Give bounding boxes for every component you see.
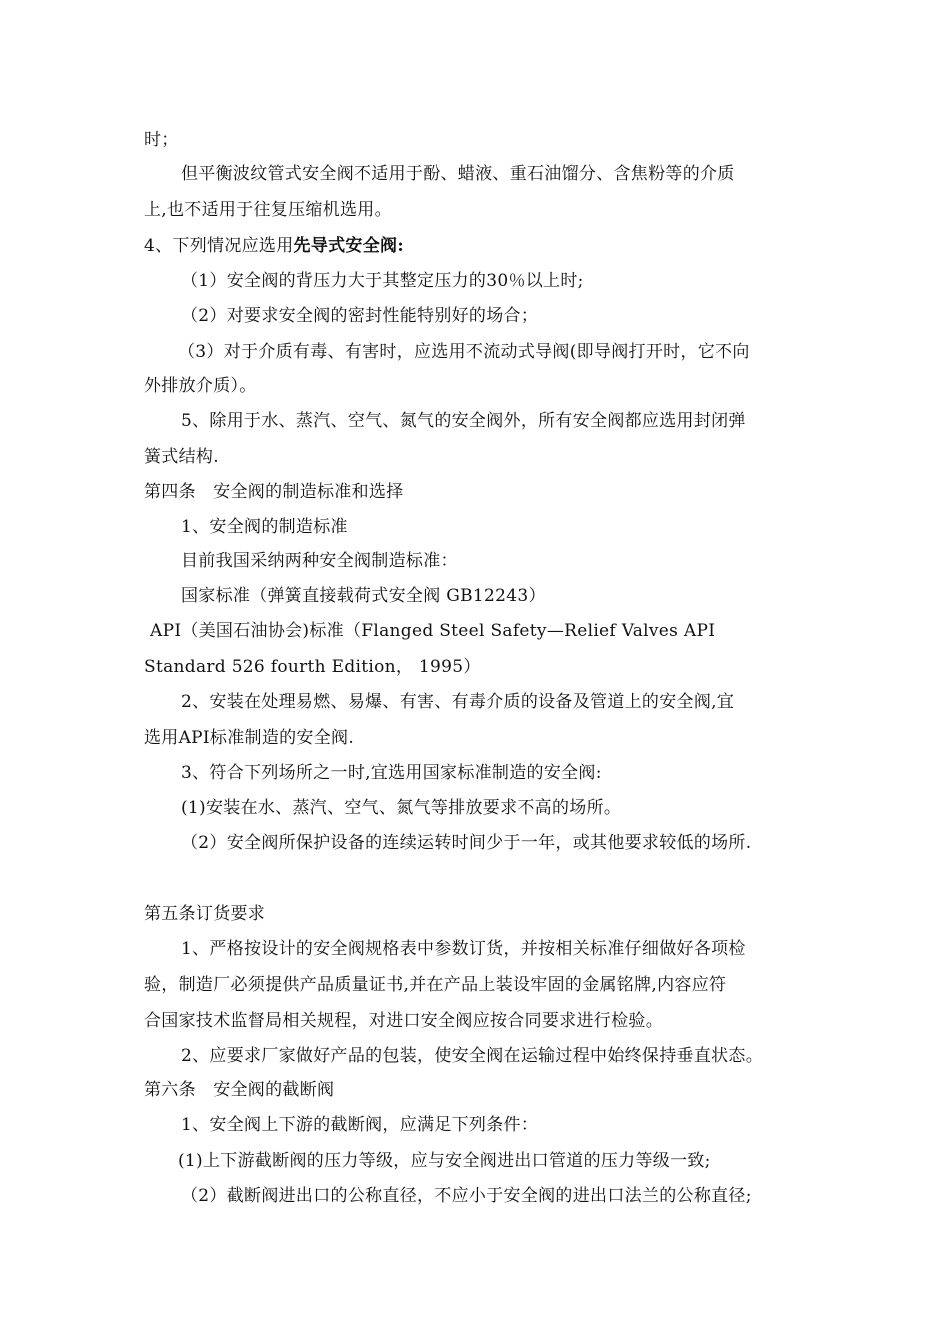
paragraph-line: (1)上下游截断阀的压力等级，应与安全阀进出口管道的压力等级一致; — [178, 1151, 711, 1171]
section-heading: 第六条 安全阀的截断阀 — [144, 1080, 335, 1100]
paragraph-line: （2）对要求安全阀的密封性能特别好的场合； — [181, 306, 539, 326]
paragraph-line: 但平衡波纹管式安全阀不适用于酚、蜡液、重石油馏分、含焦粉等的介质 — [181, 164, 735, 184]
section-item-4-text: 4、下列情况应选用 — [144, 236, 294, 256]
paragraph-line: 验，制造厂必须提供产品质量证书,并在产品上装设牢固的金属铭牌,内容应符 — [144, 975, 727, 995]
paragraph-line: 上,也不适用于往复压缩机选用。 — [144, 200, 392, 220]
paragraph-line: 3、符合下列场所之一时,宜选用国家标准制造的安全阀: — [181, 763, 602, 783]
paragraph-line: 簧式结构. — [144, 447, 219, 467]
paragraph-line: 2、安装在处理易燃、易爆、有害、有毒介质的设备及管道上的安全阀,宜 — [181, 692, 735, 712]
paragraph-line: Standard 526 fourth Edition， 1995） — [144, 657, 481, 677]
paragraph-line: 选用API标准制造的安全阀. — [144, 728, 355, 748]
section-item-4 — [144, 235, 404, 257]
paragraph-line: 外排放介质）。 — [144, 376, 257, 396]
paragraph-line: API（美国石油协会)标准（Flanged Steel Safety—Relief Valves API — [150, 621, 716, 641]
paragraph-line: 国家标准（弹簧直接载荷式安全阀 GB12243） — [181, 586, 546, 606]
paragraph-line: （1）安全阀的背压力大于其整定压力的30％以上时; — [181, 271, 584, 291]
paragraph-line: 1、安全阀的制造标准 — [181, 517, 348, 537]
paragraph-line: 合国家技术监督局相关规程，对进口安全阀应按合同要求进行检验。 — [144, 1011, 663, 1031]
paragraph-line: 2、应要求厂家做好产品的包装，使安全阀在运输过程中始终保持垂直状态。 — [181, 1046, 764, 1066]
section-item-4-bold: 先导式安全阀: — [293, 236, 404, 256]
section-heading: 第四条 安全阀的制造标准和选择 — [144, 482, 404, 502]
paragraph-line: 5、除用于水、蒸汽、空气、氮气的安全阀外，所有安全阀都应选用封闭弹 — [181, 411, 746, 431]
paragraph-line: （3）对于介质有毒、有害时，应选用不流动式导阀(即导阀打开时，它不向 — [178, 342, 750, 362]
section-heading: 第五条订货要求 — [144, 904, 266, 924]
paragraph-line: （2）截断阀进出口的公称直径，不应小于安全阀的进出口法兰的公称直径; — [181, 1186, 752, 1206]
paragraph-line: 目前我国采纳两种安全阀制造标准： — [181, 551, 458, 571]
paragraph-line: (1)安装在水、蒸汽、空气、氮气等排放要求不高的场所。 — [181, 798, 622, 818]
paragraph-line: 1、严格按设计的安全阀规格表中参数订货，并按相关标准仔细做好各项检 — [181, 939, 746, 959]
paragraph-line: 时； — [144, 130, 179, 150]
paragraph-line: （2）安全阀所保护设备的连续运转时间少于一年，或其他要求较低的场所. — [181, 833, 752, 853]
paragraph-line: 1、安全阀上下游的截断阀，应满足下列条件： — [181, 1115, 539, 1135]
